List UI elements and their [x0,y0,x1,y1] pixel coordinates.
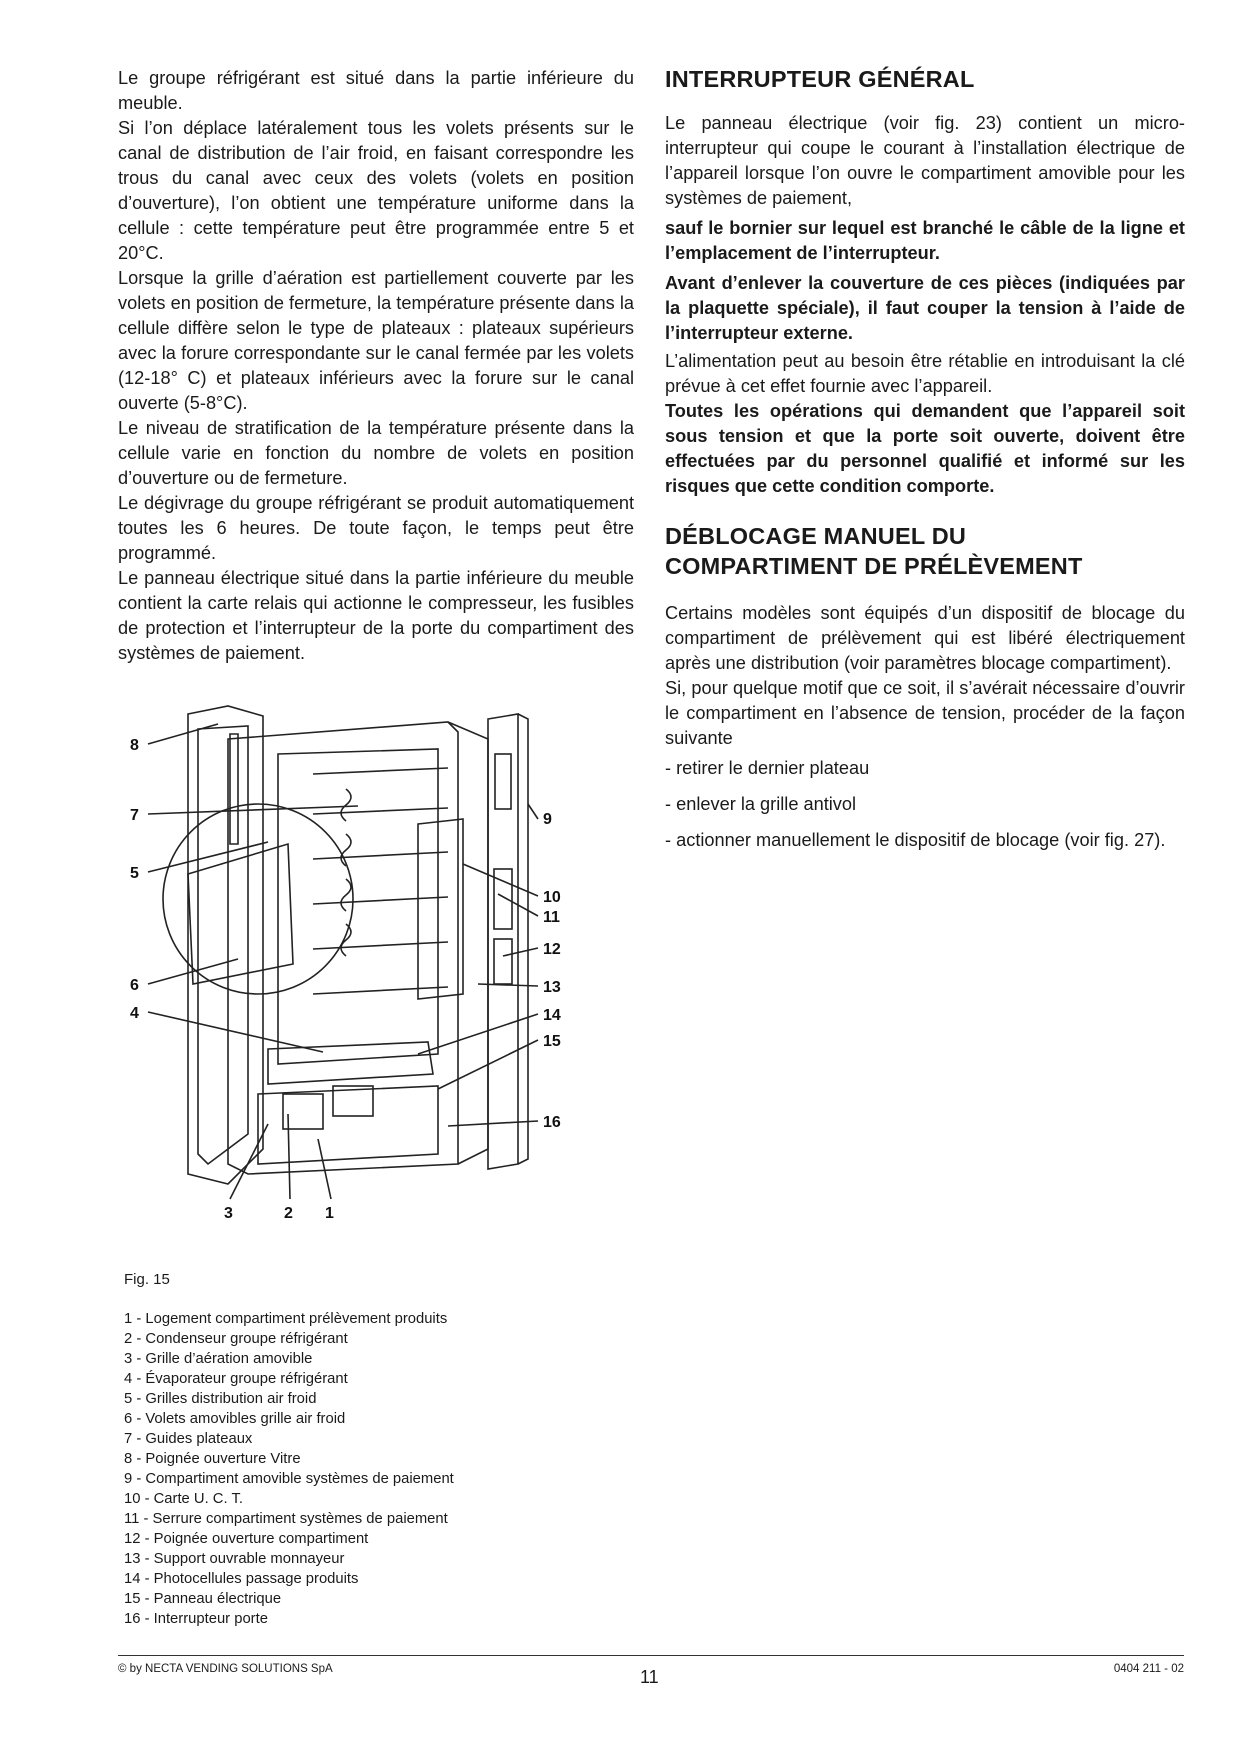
legend-item: 1 - Logement compartiment prélèvement produits [124,1311,448,1327]
inner-back-wall [278,749,438,1064]
paragraph: Si l’on déplace latéralement tous les volets présents sur le canal de distribution de l’air froid, en faisant correspondre les trous du canal avec ceux des volets (volets en position d’ouverture), l’on obtient une température uniforme dans la cellule : cette température peut être programmée entre 5 et 20°C. [118,118,634,263]
leader-16 [448,1121,538,1126]
leader-2 [288,1114,290,1199]
legend-item: 3 - Grille d’aération amovible [124,1351,313,1367]
callout-15: 15 [543,1033,561,1050]
paragraph: Si, pour quelque motif que ce soit, il s’avérait nécessaire d’ouvrir le compartiment en l’absence de tension, procéder de la façon suivante [665,678,1185,748]
display-window [495,754,511,809]
legend-item: 2 - Condenseur groupe réfrigérant [124,1331,348,1347]
document-code: 0404 211 - 02 [1113,1663,1184,1675]
paragraph: L’alimentation peut au besoin être rétablie en introduisant la clé prévue à cet effet fournie avec l’appareil. [665,351,1185,396]
callout-5: 5 [130,865,139,882]
door-handle [230,734,238,844]
legend-item: 16 - Interrupteur porte [124,1611,268,1627]
callout-8: 8 [130,737,139,754]
callout-16: 16 [543,1114,561,1131]
coin-slot [494,939,512,984]
heading-line: COMPARTIMENT DE PRÉLÈVEMENT [665,553,1083,579]
legend-item: 14 - Photocellules passage produits [124,1571,359,1587]
payment-column-side [518,714,528,1164]
callout-9: 9 [543,811,552,828]
machine-drawing [118,694,628,1254]
right-column [665,64,1185,853]
paragraph: Le panneau électrique situé dans la partie inférieure du meuble contient la carte relais qui actionne le compresseur, les fusibles de protection et l’interrupteur de la porte du compartiment des systèmes de paiement. [118,568,634,663]
heading-line: DÉBLOCAGE MANUEL DU [665,523,967,549]
legend-item: 12 - Poignée ouverture compartiment [124,1531,369,1547]
bold-paragraph: sauf le bornier sur lequel est branché le câble de la ligne et l’emplacement de l’interrupteur. [665,218,1185,263]
figure-vending-machine [118,694,628,1254]
legend-item: 10 - Carte U. C. T. [124,1491,243,1507]
paragraph: Certains modèles sont équipés d’un dispositif de blocage du compartiment de prélèvement qui est libéré électriquement après une distribution (voir paramètres blocage compartiment). [665,603,1185,673]
section-heading-interrupteur: INTERRUPTEUR GÉNÉRAL [665,66,975,92]
bullet-item: - retirer le dernier plateau [665,758,870,778]
bullet-item: - enlever la grille antivol [665,794,857,814]
leader-9 [528,804,538,819]
page-number: 11 [640,1667,659,1687]
left-column [118,66,634,666]
section-heading-deblocage [665,521,1185,581]
legend-item: 9 - Compartiment amovible systèmes de paiement [124,1471,454,1487]
tray-guides [313,768,448,994]
bold-paragraph: Avant d’enlever la couverture de ces pièces (indiquées par la plaquette spéciale), il faut couper la tension à l’aide de l’interrupteur externe. [665,273,1185,343]
footer-copyright: © by NECTA VENDING SOLUTIONS SpA [118,1663,333,1675]
paragraph: Lorsque la grille d’aération est partiellement couverte par les volets en position de fermeture, la température présente dans la cellule diffère selon le type de plateaux : plateaux supérieurs avec la forure correspondante sur le canal fermée par les volets (12-18° C) et plateaux inférieurs avec la forure sur le canal ouverte (5-8°C). [118,268,634,413]
legend-item: 11 - Serrure compartiment systèmes de paiement [124,1511,448,1527]
callout-14: 14 [543,1007,561,1024]
callout-7: 7 [130,807,139,824]
leader-13 [478,984,538,986]
payment-column [488,714,518,1169]
legend-item: 13 - Support ouvrable monnayeur [124,1551,345,1567]
bullet-item: - actionner manuellement le dispositif de blocage (voir fig. 27). [665,830,1166,850]
callout-2: 2 [284,1205,293,1222]
callout-6: 6 [130,977,139,994]
bold-paragraph: Toutes les opérations qui demandent que l’appareil soit sous tension et que la porte soit ouverte, doivent être effectuées par du personnel qualifié et informé sur les risques que cette condition comporte. [665,401,1185,496]
legend-item: 6 - Volets amovibles grille air froid [124,1411,346,1427]
electrical-board [418,819,463,999]
cabinet-side [448,722,488,1164]
paragraph: Le panneau électrique (voir fig. 23) contient un micro-interrupteur qui coupe le courant à l’installation électrique de l’appareil lorsque l’on ouvre le compartiment amovible pour les systèmes de paiement, [665,113,1185,208]
callout-11: 11 [543,909,560,926]
callout-12: 12 [543,941,561,958]
callout-3: 3 [224,1205,233,1222]
callout-13: 13 [543,979,561,996]
glass-panel [198,726,248,1164]
glass-door [188,706,263,1184]
paragraph: Le niveau de stratification de la température présente dans la cellule varie en fonction du nombre de volets en position d’ouverture ou de fermeture. [118,418,634,488]
footer-divider [118,1655,1184,1656]
legend-item: 5 - Grilles distribution air froid [124,1391,317,1407]
callout-10: 10 [543,889,561,906]
legend-item: 4 - Évaporateur groupe réfrigérant [124,1371,348,1387]
legend-item: 7 - Guides plateaux [124,1431,253,1447]
leader-4 [148,1012,323,1052]
paragraph: Le dégivrage du groupe réfrigérant se produit automatiquement toutes les 6 heures. De toute façon, le temps peut être programmé. [118,493,634,563]
leader-8 [148,724,218,744]
paragraph: Le groupe réfrigérant est situé dans la partie inférieure du meuble. [118,68,634,113]
legend-item: 8 - Poignée ouverture Vitre [124,1451,301,1467]
figure-legend [124,1309,454,1629]
leader-12 [503,948,538,956]
leader-1 [318,1139,331,1199]
figure-caption: Fig. 15 [124,1271,170,1288]
callout-4: 4 [130,1005,139,1022]
callout-1: 1 [325,1205,334,1222]
lower-compartment [258,1086,438,1164]
legend-item: 15 - Panneau électrique [124,1591,282,1607]
leader-3 [230,1124,268,1199]
